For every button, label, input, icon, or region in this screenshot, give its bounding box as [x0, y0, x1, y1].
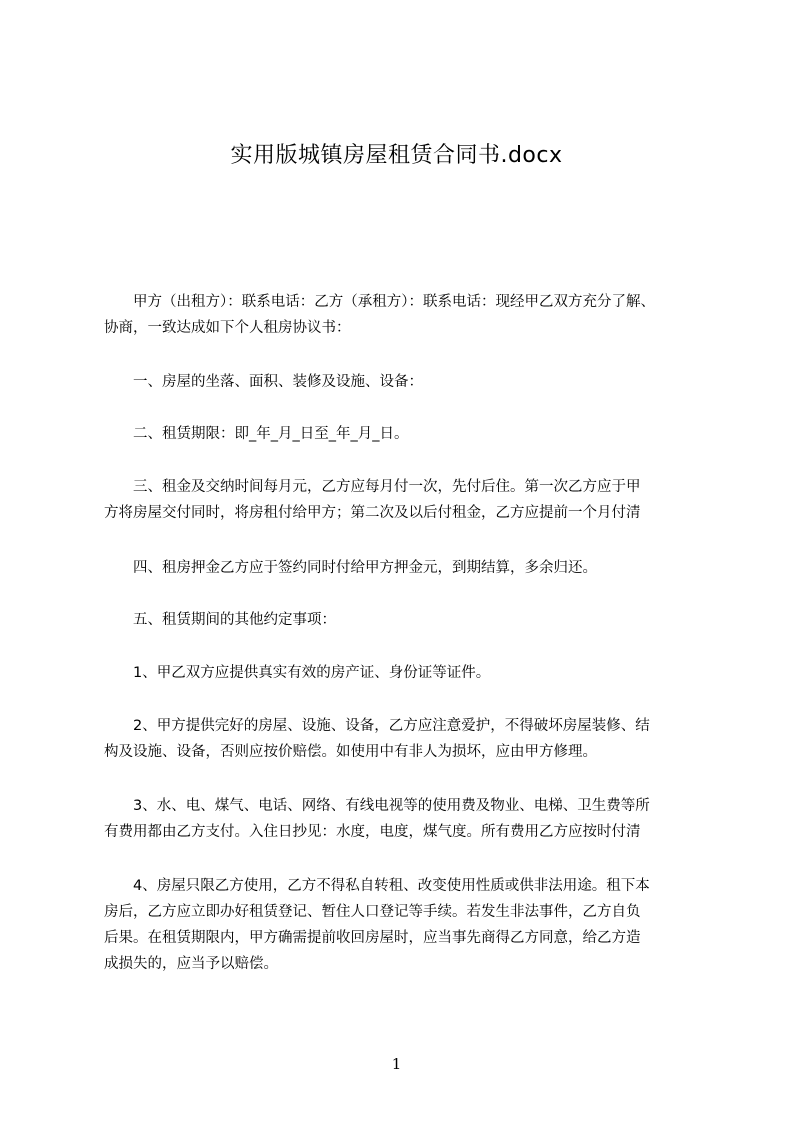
paragraph-line: 协商，一致达成如下个人租房协议书：	[104, 320, 351, 336]
paragraph-line: 4、房屋只限乙方使用，乙方不得私自转租、改变使用性质或供非法用途。租下本	[104, 878, 650, 894]
page-number: 1	[391, 1055, 402, 1073]
paragraph-line: 方将房屋交付同时，将房租付给甲方；第二次及以后付租金，乙方应提前一个月付清	[104, 505, 641, 521]
paragraph-clause-2	[104, 421, 724, 447]
paragraph-line: 二、租赁期限：即_年_月_日至_年_月_日。	[104, 426, 409, 442]
paragraph-line: 后果。在租赁期限内，甲方确需提前收回房屋时，应当事先商得乙方同意，给乙方造	[104, 930, 641, 946]
paragraph-line: 甲方（出租方）：联系电话：乙方（承租方）：联系电话：现经甲乙双方充分了解、	[104, 294, 655, 310]
paragraph-line: 3、水、电、煤气、电话、网络、有线电视等的使用费及物业、电梯、卫生费等所	[104, 798, 650, 814]
paragraph-line: 有费用都由乙方支付。入住日抄见：水度，电度，煤气度。所有费用乙方应按时付清	[104, 824, 641, 840]
paragraph-line: 五、租赁期间的其他约定事项：	[104, 612, 336, 628]
paragraph-clause-1	[104, 369, 724, 395]
paragraph-clause-3	[104, 474, 724, 526]
paragraph-line: 一、房屋的坐落、面积、装修及设施、设备：	[104, 374, 423, 390]
paragraph-line: 构及设施、设备，否则应按价赔偿。如使用中有非人为损坏，应由甲方修理。	[104, 744, 597, 760]
paragraph-item-4	[104, 873, 724, 977]
paragraph-clause-4	[104, 555, 724, 581]
paragraph-item-2	[104, 713, 724, 765]
paragraph-clause-5	[104, 607, 724, 633]
paragraph-line: 成损失的，应当予以赔偿。	[104, 956, 278, 972]
paragraph-intro	[104, 289, 724, 341]
paragraph-item-3	[104, 793, 724, 845]
paragraph-line: 四、租房押金乙方应于签约同时付给甲方押金元，到期结算，多余归还。	[104, 560, 597, 576]
paragraph-line: 三、租金及交纳时间每月元，乙方应每月付一次，先付后住。第一次乙方应于甲	[104, 479, 641, 495]
paragraph-line: 1、甲乙双方应提供真实有效的房产证、身份证等证件。	[104, 665, 491, 681]
paragraph-line: 房后，乙方应立即办好租赁登记、暂住人口登记等手续。若发生非法事件，乙方自负	[104, 904, 641, 920]
paragraph-line: 2、甲方提供完好的房屋、设施、设备，乙方应注意爱护，不得破坏房屋装修、结	[104, 718, 650, 734]
document-title: 实用版城镇房屋租赁合同书.docx	[230, 143, 563, 168]
paragraph-item-1	[104, 660, 724, 686]
